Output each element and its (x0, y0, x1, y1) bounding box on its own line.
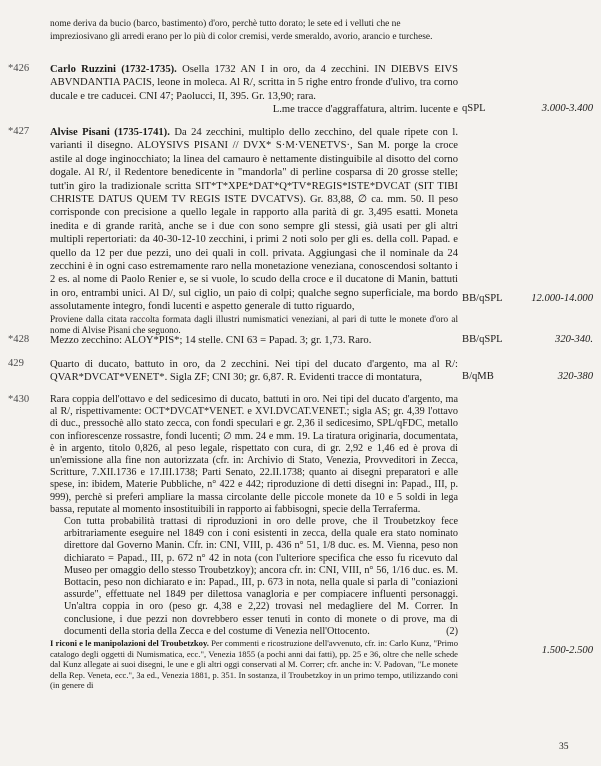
lot-footnote (50, 638, 458, 691)
lot-number: *430 (8, 394, 30, 405)
lot-text: Osella 1732 AN I in oro, da 4 zecchini. IN DIEBVS EIVS ABVNDANTIA PACIS, leone in moleca. Al R/, scritta in 5 righe entro fronde d'ulivo, tra corno ducale e tre caducei. CNI 47; Paolucci, II, 395. Gr. 13,90; rara. (50, 64, 458, 102)
lot-description (50, 63, 458, 117)
footnote-heading: I riconi e le manipolazioni del Troubetzkoy. (50, 638, 209, 649)
lot-number: *428 (8, 334, 30, 345)
lot-grade: qSPL (462, 103, 486, 114)
lot-description: Mezzo zecchino: ALOY*PIS*; 14 stelle. CNI 63 = Papad. 3; gr. 1,73. Raro. (50, 335, 372, 346)
lot-number: *426 (8, 63, 30, 74)
lot-text-continued (64, 516, 458, 638)
lot-text-2: Con tutta probabilità trattasi di riproduzioni in oro delle prove, che il Troubetzkoy fece arbitrariamente eseguire nel 1849 con i coni esistenti in zecca, della quale era stato nominato direttore dal Governo Manin. Cfr. in: CNI, VIII, p. 436 n° 51, 1/8 duc. es. M. Vienna, peso non dichiarato = Papad., III, p. 672 n° 42 in nota (con l'ulteriore specifica che esso fu ricevuto dal Museo per omaggio dello stesso Troubetzkoy); ancora cfr. in: CNI, VIII, n° 56, 1/16 duc. es. M. Bottacin, peso non dichiarato e in: Papad., III, p. 673 in nota, nella quale si parla di "coniazioni assurde", effettuate nel 1849 per dilettosa vanagloria e per compiacere influenti personaggi. Un'altra coppia in oro (peso gr. 4,38 e 2,22) trovasi nel medagliere del M. Correr. In conclusione, i due pezzi non dovrebbero esser tenuti in conto di monete o di prove, ma di documenti della storia della Zecca e del costume di Venezia nell'Ottocento. (64, 516, 458, 637)
page-number: 35 (559, 741, 569, 752)
lot-text: Da 24 zecchini, multiplo dello zecchino, del quale ripete con l. varianti il disegno. ALOYSIVS PISANI // DVX* S·M·VENETVS·, San M. porge la croce astile al doge inginocchiato; la linea del camauro è nettamente distinguibile al disotto del corno dogale. Al R/, il Redentore benedicente in "mandorla" di perline cosparsa di 20 grosse stelle; tutt'in giro la tradizionale scritta SIT*T*XPE*DAT*Q*TV*REGIS*ISTE*DVCAT (SIT TIBI CHRISTE DATUS QUEM TV REGIS ISTE DVCATVS). Gr. 83,88, ∅ ca. mm. 50. Il peso corrisponde con precisione a quello legale in rapporto alla parità di gr. 3,495 esatti. Moneta inedita e di grande rarità, anche se i due con sono sempre gli stessi, già usati per gli altri multipli repertoriati: da 40-30-12-10 zecchini, i primi 2 noti solo per gli es. della coll. Papad. e quello da 12 per due pezzi, uno dei quali in coll. privata. Aggiungasi che il nominale da 24 zecchini è in ogni caso estremamente raro nella monetazione veneziana, conoscendosi soltanto i 2 es. al nome di Paolo Renier e, se si vuole, lo scudo della croce e il ducatone di Manin, battuti in oro, entrambi unici. (50, 127, 458, 299)
lot-condition: Evidenti tracce di montatura, (299, 372, 423, 384)
lot-condition: Al D/, sul ciglio, un paio di colpi; qualche segno superficiale, ma bordo assolutamente integro, fondi lucenti e aspetto generale di tutto riguardo, (50, 287, 458, 313)
lot-estimate: 320-340. (555, 334, 593, 345)
lot-number: *427 (8, 126, 30, 137)
lot-count: (2) (446, 625, 458, 637)
lot-number: 429 (8, 358, 24, 369)
lot-grade: BB/qSPL (462, 293, 503, 304)
lot-heading: Carlo Ruzzini (1732-1735). (50, 64, 177, 75)
lot-text: Quarto di ducato, battuto in oro, da 2 zecchini. Nei tipi del ducato d'argento, ma al R/: QVAR*DVCAT*VENET*. Sigla ZF; CNI 30; gr. 6,87. R. (50, 359, 458, 384)
footnote-text: Per commenti e ricostruzione dell'avvenuto, cfr. in: Carlo Kunz, "Primo catalogo degli oggetti di Numismatica, ecc.", Venezia 1855 (a pochi anni dai fatti), pp. 25 e 36, oltre che nelle schede dal Kunz allegate ai suoi disegni, le une e gli altri oggi conservati al M. Correr; cfr. anche in: V. Padovan, "Le monete della Rep. Veneta, ecc.", 3a ed., Venezia 1881, p. 351. In sostanza, il Troubetzkoy in un primo tempo, utilizzando coni (in genere di (50, 638, 458, 691)
lot-heading: Alvise Pisani (1735-1741). (50, 127, 170, 138)
lot-condition: L.me tracce d'aggraffatura, altrim. lucente e (272, 104, 458, 116)
lot-provenance-note: Proviene dalla citata raccolta formata dagli illustri numismatici veneziani, al pari di tutte le monete d'oro al nome di Alvise Pisani che seguono. (50, 313, 458, 336)
lot-description (50, 394, 458, 691)
lot-estimate: 320-380 (557, 371, 593, 382)
lot-estimate: 12.000-14.000 (531, 293, 593, 304)
intro-paragraph: nome deriva da bucio (barco, bastimento) d'oro, perchè tutto dorato; le sete ed i velluti che ne impreziosivano gli arredi erano per lo più di color cremisi, verde smeraldo, avorio, arancio e turchese. (50, 19, 433, 42)
lot-description (50, 358, 458, 385)
lot-estimate: 3.000-3.400 (541, 103, 593, 114)
lot-description (50, 126, 458, 337)
lot-grade: B/qMB (462, 371, 494, 382)
lot-grade: BB/qSPL (462, 334, 503, 345)
lot-text: Rara coppia dell'ottavo e del sedicesimo di ducato, battuti in oro. Nei tipi del ducato d'argento, ma al R/, rispettivamente: OCT*DVCAT*VENET. e XVI.DVCAT.VENET.; sigla AS; gr. 4,39 l'ottavo di duc., pressochè allo stato zecca, con fondi speculari e gr. 2,36 il sedicesimo, SPL/qFDC, metallo con infiorescenze rossastre, fondi lucenti; ∅ mm. 24 e mm. 19. La tiratura originaria, documentata, è in argento, titolo 0,826, al peso legale, rispettato con cura, di gr. 2,92 e 1,46 ed è prova di un'emissione alla fine non autorizzata (cfr. in: Archivio di Stato, Venezia, Provveditori in Zecca, Scritture, 7.XII.1736 e 17.III.1738; Parti Senato, 22.II.1738; quanto ai disegni preparatori e alle spese, in: ibidem, Materie Pubbliche, n° 422 e 442; riproduzione di detti disegni in: Papad., III, p. 999), perchè si preferì ampliare la massa circolante delle piccole monete da 10 e 5 soldi in lega bassa, reputate al momento insostituibili in rapporto ai fabbisogni, specie della Terraferma. (50, 394, 458, 515)
lot-estimate: 1.500-2.500 (541, 645, 593, 656)
